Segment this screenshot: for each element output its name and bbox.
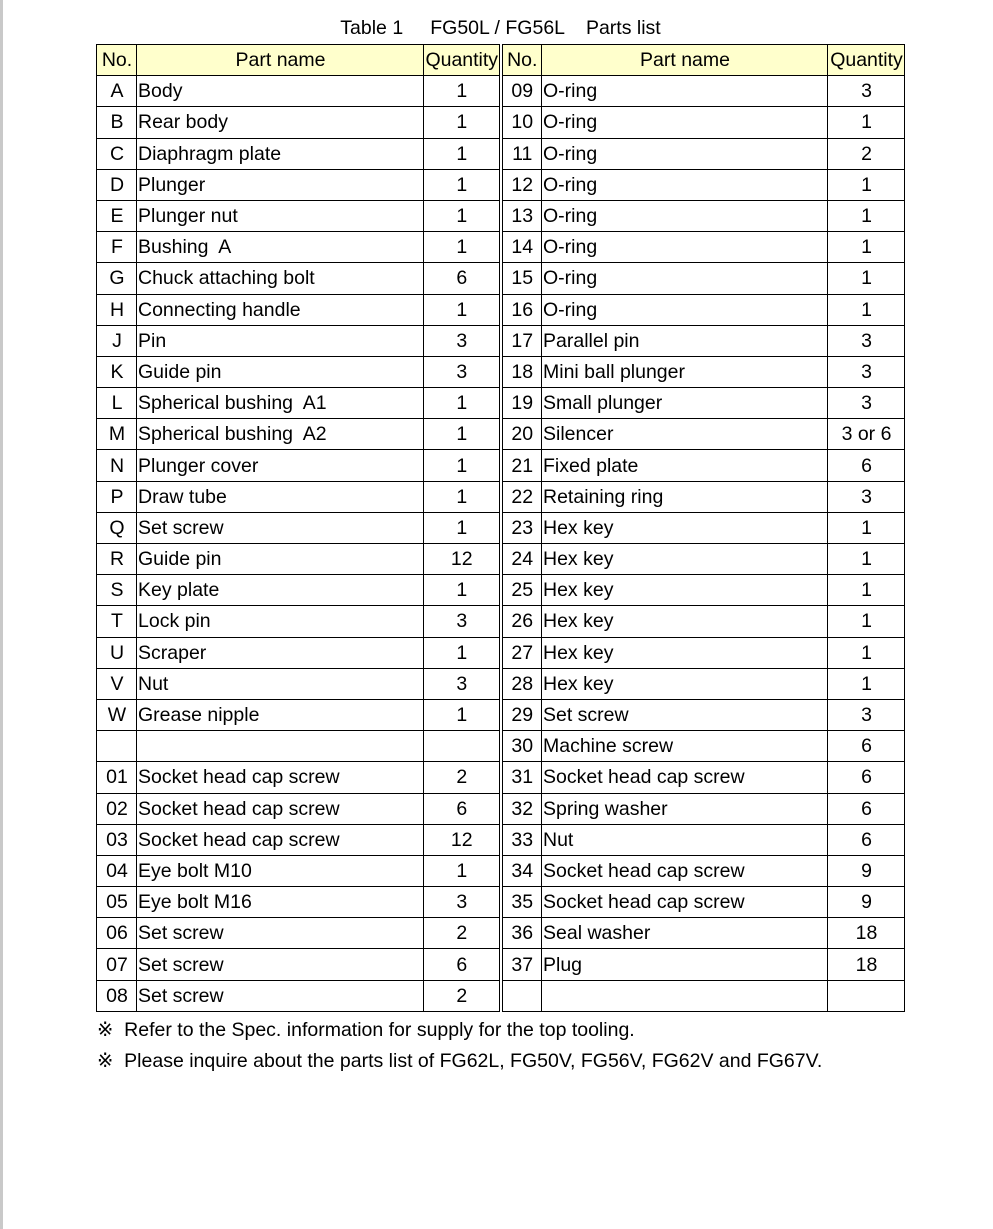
- part-name-left: Draw tube: [137, 481, 424, 512]
- part-name-right: O-ring: [542, 138, 828, 169]
- quantity-right: 6: [828, 793, 905, 824]
- part-number-right: 32: [501, 793, 542, 824]
- quantity-left: 1: [424, 107, 501, 138]
- table-row: [97, 949, 905, 980]
- part-number-left: J: [97, 325, 137, 356]
- part-name-right: Hex key: [542, 637, 828, 668]
- part-number-left: W: [97, 699, 137, 730]
- quantity-right: 1: [828, 512, 905, 543]
- table-row: [97, 980, 905, 1011]
- part-name-left: Set screw: [137, 980, 424, 1011]
- part-name-right: Socket head cap screw: [542, 887, 828, 918]
- quantity-left: 12: [424, 544, 501, 575]
- part-number-left: 05: [97, 887, 137, 918]
- table-row: [97, 762, 905, 793]
- quantity-left: 6: [424, 949, 501, 980]
- part-name-left: Plunger nut: [137, 200, 424, 231]
- part-number-left: 06: [97, 918, 137, 949]
- part-name-left: Spherical bushing A1: [137, 388, 424, 419]
- quantity-left: 1: [424, 169, 501, 200]
- part-number-left: V: [97, 668, 137, 699]
- part-number-left: A: [97, 76, 137, 107]
- part-number-right: 24: [501, 544, 542, 575]
- part-name-right: O-ring: [542, 232, 828, 263]
- quantity-left: 2: [424, 980, 501, 1011]
- quantity-left: 1: [424, 232, 501, 263]
- part-number-left: K: [97, 356, 137, 387]
- part-number-left: C: [97, 138, 137, 169]
- table-row: [97, 232, 905, 263]
- part-number-right: [501, 980, 542, 1011]
- table-header-row: [97, 45, 905, 76]
- table-row: [97, 887, 905, 918]
- quantity-right: 2: [828, 138, 905, 169]
- quantity-left: 12: [424, 824, 501, 855]
- part-number-right: 36: [501, 918, 542, 949]
- part-name-left: Spherical bushing A2: [137, 419, 424, 450]
- part-name-left: Lock pin: [137, 606, 424, 637]
- header-no-left: No.: [97, 45, 137, 76]
- part-number-right: 34: [501, 855, 542, 886]
- part-name-right: Parallel pin: [542, 325, 828, 356]
- quantity-left: 2: [424, 762, 501, 793]
- quantity-left: 3: [424, 606, 501, 637]
- table-row: [97, 481, 905, 512]
- quantity-right: 18: [828, 918, 905, 949]
- quantity-left: 1: [424, 575, 501, 606]
- part-number-right: 22: [501, 481, 542, 512]
- footnote-top-tooling: ※ Refer to the Spec. information for supply for the top tooling.: [97, 1019, 635, 1041]
- part-number-left: E: [97, 200, 137, 231]
- part-number-left: [97, 731, 137, 762]
- quantity-right: 3: [828, 325, 905, 356]
- quantity-left: 1: [424, 699, 501, 730]
- quantity-right: 3: [828, 388, 905, 419]
- part-number-right: 11: [501, 138, 542, 169]
- quantity-right: 6: [828, 731, 905, 762]
- part-name-right: Seal washer: [542, 918, 828, 949]
- table-row: [97, 169, 905, 200]
- quantity-right: 1: [828, 169, 905, 200]
- header-quantity-left: Quantity: [424, 45, 501, 76]
- quantity-left: 3: [424, 887, 501, 918]
- quantity-right: 1: [828, 544, 905, 575]
- part-name-left: Plunger: [137, 169, 424, 200]
- part-number-left: R: [97, 544, 137, 575]
- part-number-left: 07: [97, 949, 137, 980]
- part-number-right: 18: [501, 356, 542, 387]
- quantity-left: 1: [424, 481, 501, 512]
- part-number-right: 26: [501, 606, 542, 637]
- part-name-left: Rear body: [137, 107, 424, 138]
- quantity-left: 3: [424, 668, 501, 699]
- header-part-name-right: Part name: [542, 45, 828, 76]
- quantity-left: 1: [424, 294, 501, 325]
- table-row: [97, 606, 905, 637]
- quantity-left: 1: [424, 200, 501, 231]
- quantity-left: 2: [424, 918, 501, 949]
- parts-table: [96, 44, 905, 1012]
- part-number-left: L: [97, 388, 137, 419]
- quantity-right: 6: [828, 824, 905, 855]
- table-row: [97, 107, 905, 138]
- part-name-right: O-ring: [542, 169, 828, 200]
- part-name-left: Socket head cap screw: [137, 824, 424, 855]
- quantity-right: 1: [828, 107, 905, 138]
- part-number-left: N: [97, 450, 137, 481]
- quantity-left: 1: [424, 388, 501, 419]
- quantity-left: 1: [424, 512, 501, 543]
- part-number-left: M: [97, 419, 137, 450]
- part-number-left: 08: [97, 980, 137, 1011]
- quantity-right: 1: [828, 637, 905, 668]
- part-name-right: Mini ball plunger: [542, 356, 828, 387]
- header-quantity-right: Quantity: [828, 45, 905, 76]
- quantity-right: 1: [828, 232, 905, 263]
- part-number-right: 27: [501, 637, 542, 668]
- part-name-left: Set screw: [137, 918, 424, 949]
- part-name-left: Chuck attaching bolt: [137, 263, 424, 294]
- part-name-right: Hex key: [542, 512, 828, 543]
- part-number-right: 12: [501, 169, 542, 200]
- part-number-right: 13: [501, 200, 542, 231]
- header-no-right: No.: [501, 45, 542, 76]
- part-number-right: 25: [501, 575, 542, 606]
- table-row: [97, 263, 905, 294]
- table-row: [97, 419, 905, 450]
- part-number-right: 20: [501, 419, 542, 450]
- part-name-left: Plunger cover: [137, 450, 424, 481]
- part-number-right: 37: [501, 949, 542, 980]
- part-name-right: Nut: [542, 824, 828, 855]
- part-number-left: Q: [97, 512, 137, 543]
- quantity-right: 3: [828, 76, 905, 107]
- quantity-left: [424, 731, 501, 762]
- part-name-left: Key plate: [137, 575, 424, 606]
- part-number-left: P: [97, 481, 137, 512]
- part-name-left: Eye bolt M16: [137, 887, 424, 918]
- table-row: [97, 824, 905, 855]
- part-name-left: Guide pin: [137, 544, 424, 575]
- part-name-right: O-ring: [542, 76, 828, 107]
- part-name-left: Socket head cap screw: [137, 793, 424, 824]
- quantity-right: 1: [828, 606, 905, 637]
- part-name-left: Guide pin: [137, 356, 424, 387]
- quantity-right: 9: [828, 887, 905, 918]
- table-row: [97, 388, 905, 419]
- quantity-right: 1: [828, 263, 905, 294]
- quantity-right: 3 or 6: [828, 419, 905, 450]
- table-row: [97, 793, 905, 824]
- page-left-edge: [0, 0, 3, 1229]
- table-row: [97, 356, 905, 387]
- part-number-right: 28: [501, 668, 542, 699]
- table-row: [97, 200, 905, 231]
- quantity-right: 1: [828, 294, 905, 325]
- part-number-right: 23: [501, 512, 542, 543]
- quantity-right: 3: [828, 481, 905, 512]
- quantity-right: 6: [828, 450, 905, 481]
- quantity-right: 1: [828, 200, 905, 231]
- part-number-right: 30: [501, 731, 542, 762]
- part-name-left: Set screw: [137, 512, 424, 543]
- part-name-left: Diaphragm plate: [137, 138, 424, 169]
- parts-table-body: [97, 76, 905, 1012]
- part-name-right: O-ring: [542, 263, 828, 294]
- part-name-left: Scraper: [137, 637, 424, 668]
- part-name-left: Eye bolt M10: [137, 855, 424, 886]
- part-name-right: Set screw: [542, 699, 828, 730]
- part-name-left: Body: [137, 76, 424, 107]
- part-number-right: 14: [501, 232, 542, 263]
- part-number-left: 02: [97, 793, 137, 824]
- part-number-right: 33: [501, 824, 542, 855]
- quantity-right: [828, 980, 905, 1011]
- part-number-left: U: [97, 637, 137, 668]
- table-row: [97, 76, 905, 107]
- part-number-right: 17: [501, 325, 542, 356]
- part-number-right: 21: [501, 450, 542, 481]
- part-number-right: 31: [501, 762, 542, 793]
- part-number-left: T: [97, 606, 137, 637]
- part-name-left: Bushing A: [137, 232, 424, 263]
- part-number-right: 15: [501, 263, 542, 294]
- part-number-right: 16: [501, 294, 542, 325]
- table-row: [97, 637, 905, 668]
- part-name-right: Spring washer: [542, 793, 828, 824]
- footnotes: [97, 1015, 822, 1077]
- part-name-left: Set screw: [137, 949, 424, 980]
- table-row: [97, 855, 905, 886]
- part-name-right: Plug: [542, 949, 828, 980]
- part-name-left: Connecting handle: [137, 294, 424, 325]
- part-number-left: F: [97, 232, 137, 263]
- part-name-right: Hex key: [542, 606, 828, 637]
- header-part-name-left: Part name: [137, 45, 424, 76]
- table-row: [97, 731, 905, 762]
- part-number-left: 03: [97, 824, 137, 855]
- table-row: [97, 544, 905, 575]
- quantity-left: 6: [424, 263, 501, 294]
- part-name-left: Pin: [137, 325, 424, 356]
- part-number-left: S: [97, 575, 137, 606]
- quantity-right: 6: [828, 762, 905, 793]
- quantity-right: 3: [828, 699, 905, 730]
- quantity-right: 1: [828, 575, 905, 606]
- table-row: [97, 325, 905, 356]
- table-row: [97, 450, 905, 481]
- quantity-left: 6: [424, 793, 501, 824]
- part-number-left: 04: [97, 855, 137, 886]
- part-number-right: 19: [501, 388, 542, 419]
- part-number-left: D: [97, 169, 137, 200]
- quantity-left: 1: [424, 637, 501, 668]
- quantity-right: 9: [828, 855, 905, 886]
- table-row: [97, 575, 905, 606]
- footnote-inquire: ※ Please inquire about the parts list of FG62L, FG50V, FG56V, FG62V and FG67V.: [97, 1050, 823, 1072]
- part-number-left: H: [97, 294, 137, 325]
- part-name-right: Small plunger: [542, 388, 828, 419]
- quantity-right: 3: [828, 356, 905, 387]
- part-name-right: Fixed plate: [542, 450, 828, 481]
- part-name-right: O-ring: [542, 294, 828, 325]
- table-row: [97, 699, 905, 730]
- quantity-left: 1: [424, 855, 501, 886]
- part-number-right: 10: [501, 107, 542, 138]
- part-number-right: 35: [501, 887, 542, 918]
- part-number-left: G: [97, 263, 137, 294]
- table-row: [97, 512, 905, 543]
- part-name-right: Machine screw: [542, 731, 828, 762]
- part-name-left: Grease nipple: [137, 699, 424, 730]
- quantity-left: 1: [424, 138, 501, 169]
- table-row: [97, 918, 905, 949]
- part-number-left: B: [97, 107, 137, 138]
- quantity-right: 1: [828, 668, 905, 699]
- table-row: [97, 138, 905, 169]
- quantity-right: 18: [828, 949, 905, 980]
- part-name-right: O-ring: [542, 200, 828, 231]
- part-number-right: 09: [501, 76, 542, 107]
- part-name-right: Hex key: [542, 668, 828, 699]
- part-name-left: [137, 731, 424, 762]
- part-name-right: Socket head cap screw: [542, 762, 828, 793]
- part-name-right: Silencer: [542, 419, 828, 450]
- part-number-right: 29: [501, 699, 542, 730]
- part-name-right: Hex key: [542, 544, 828, 575]
- part-name-right: Socket head cap screw: [542, 855, 828, 886]
- table-title: Table 1 FG50L / FG56L Parts list: [340, 17, 661, 39]
- quantity-left: 3: [424, 325, 501, 356]
- part-name-right: Retaining ring: [542, 481, 828, 512]
- table-row: [97, 668, 905, 699]
- quantity-left: 1: [424, 76, 501, 107]
- table-row: [97, 294, 905, 325]
- quantity-left: 1: [424, 419, 501, 450]
- part-name-left: Nut: [137, 668, 424, 699]
- part-name-right: [542, 980, 828, 1011]
- part-name-right: O-ring: [542, 107, 828, 138]
- part-number-left: 01: [97, 762, 137, 793]
- quantity-left: 3: [424, 356, 501, 387]
- part-name-left: Socket head cap screw: [137, 762, 424, 793]
- part-name-right: Hex key: [542, 575, 828, 606]
- quantity-left: 1: [424, 450, 501, 481]
